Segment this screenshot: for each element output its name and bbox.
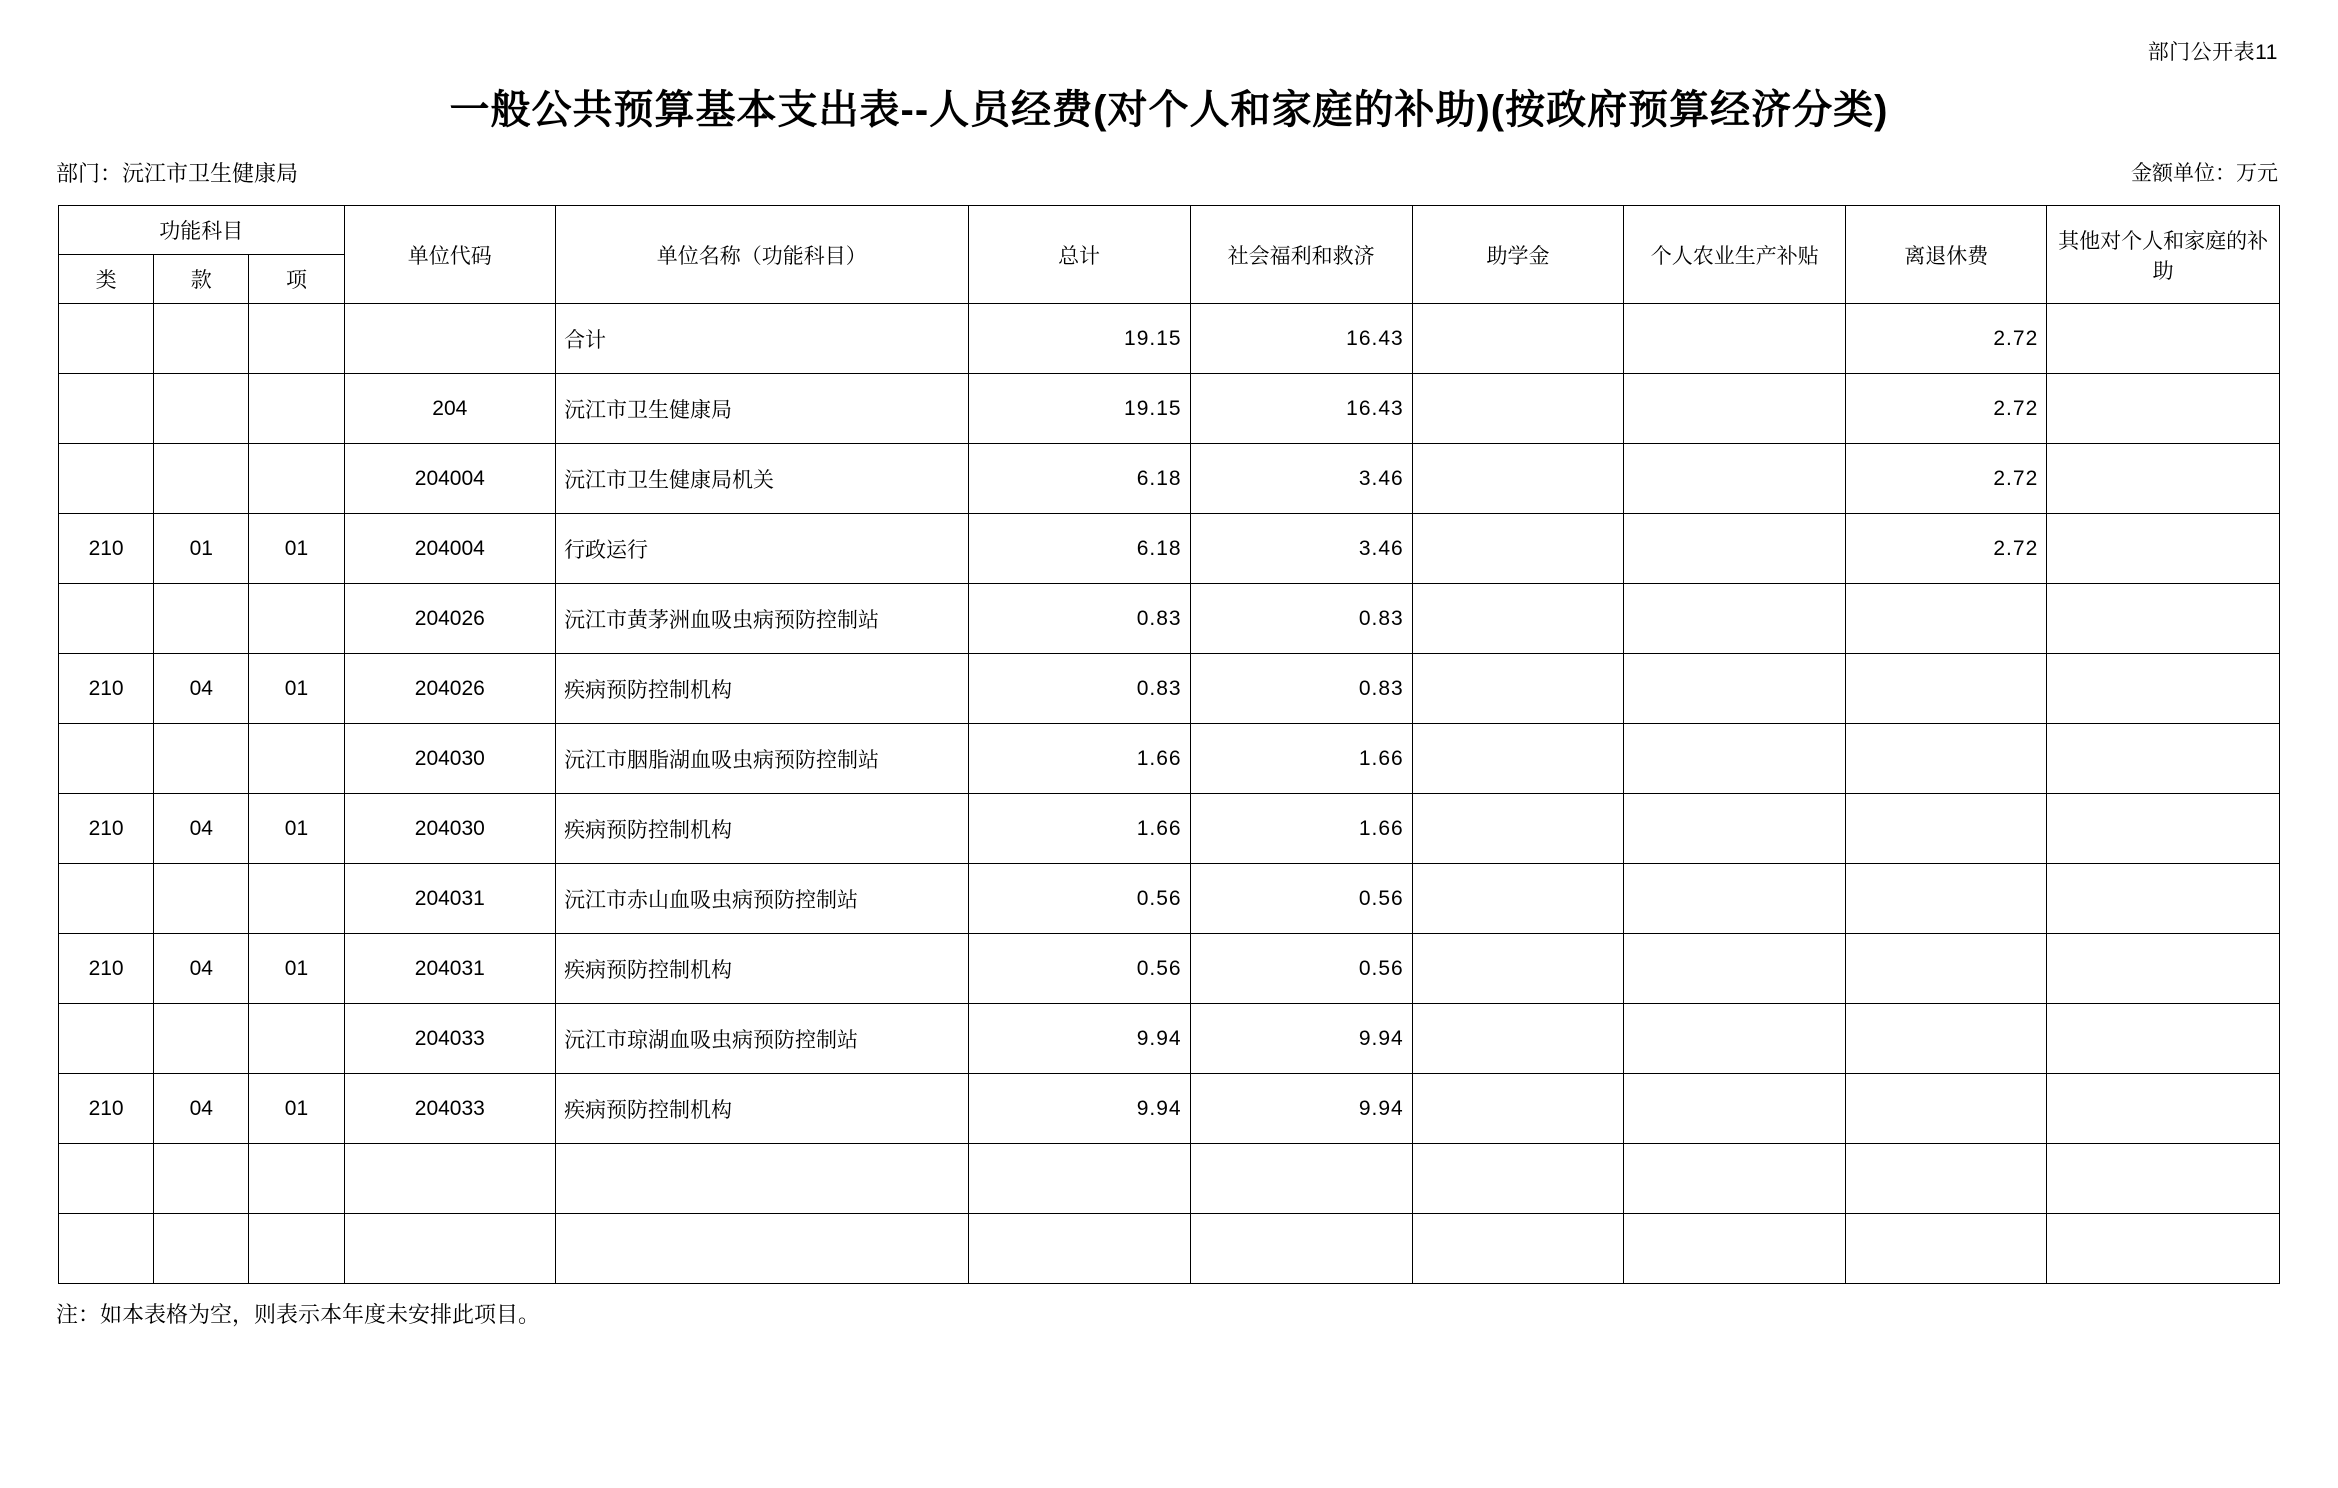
cell-unit-code: 204031 — [344, 864, 556, 934]
header-xiang: 项 — [249, 255, 344, 304]
cell-retirement — [1846, 584, 2047, 654]
cell-kuan: 04 — [154, 654, 249, 724]
cell-grant — [1412, 304, 1624, 374]
cell-total: 0.56 — [968, 864, 1190, 934]
cell-kuan — [154, 1144, 249, 1214]
cell-lei: 210 — [59, 794, 154, 864]
cell-unit-name: 沅江市胭脂湖血吸虫病预防控制站 — [556, 724, 968, 794]
cell-other — [2047, 864, 2280, 934]
cell-unit-name — [556, 1144, 968, 1214]
cell-xiang: 01 — [249, 1074, 344, 1144]
cell-grant — [1412, 1004, 1624, 1074]
cell-grant — [1412, 654, 1624, 724]
department-label: 部门：沅江市卫生健康局 — [56, 161, 299, 186]
header-retirement: 离退休费 — [1846, 206, 2047, 304]
cell-unit-name — [556, 1214, 968, 1284]
cell-grant — [1412, 514, 1624, 584]
cell-welfare: 0.56 — [1190, 864, 1412, 934]
cell-xiang — [249, 724, 344, 794]
cell-welfare: 0.83 — [1190, 584, 1412, 654]
cell-retirement — [1846, 1214, 2047, 1284]
cell-lei — [59, 864, 154, 934]
cell-kuan — [154, 374, 249, 444]
cell-lei — [59, 1214, 154, 1284]
cell-grant — [1412, 1214, 1624, 1284]
amount-unit-label: 金额单位：万元 — [2131, 162, 2278, 185]
cell-farm-subsidy — [1624, 1144, 1846, 1214]
cell-farm-subsidy — [1624, 724, 1846, 794]
subheader — [0, 157, 2338, 187]
table-header — [59, 206, 2280, 304]
page-title: 一般公共预算基本支出表--人员经费(对个人和家庭的补助)(按政府预算经济分类) — [449, 88, 1889, 132]
cell-retirement — [1846, 724, 2047, 794]
cell-unit-name: 沅江市黄茅洲血吸虫病预防控制站 — [556, 584, 968, 654]
cell-lei — [59, 1144, 154, 1214]
cell-other — [2047, 1004, 2280, 1074]
cell-xiang — [249, 374, 344, 444]
cell-other — [2047, 584, 2280, 654]
cell-kuan — [154, 1214, 249, 1284]
budget-table — [58, 205, 2280, 1284]
table-row — [59, 1214, 2280, 1284]
cell-retirement — [1846, 654, 2047, 724]
cell-lei: 210 — [59, 1074, 154, 1144]
cell-welfare: 3.46 — [1190, 514, 1412, 584]
table-row — [59, 724, 2280, 794]
cell-retirement — [1846, 934, 2047, 1004]
cell-unit-code: 204030 — [344, 794, 556, 864]
cell-farm-subsidy — [1624, 934, 1846, 1004]
table-row — [59, 864, 2280, 934]
cell-total: 0.56 — [968, 934, 1190, 1004]
cell-unit-name: 沅江市卫生健康局 — [556, 374, 968, 444]
cell-other — [2047, 1074, 2280, 1144]
cell-other — [2047, 514, 2280, 584]
header-welfare: 社会福利和救济 — [1190, 206, 1412, 304]
cell-xiang: 01 — [249, 934, 344, 1004]
cell-other — [2047, 1144, 2280, 1214]
cell-kuan — [154, 304, 249, 374]
cell-retirement — [1846, 794, 2047, 864]
cell-other — [2047, 1214, 2280, 1284]
cell-kuan: 04 — [154, 794, 249, 864]
cell-lei — [59, 444, 154, 514]
table-note: 注：如本表格为空，则表示本年度未安排此项目。 — [56, 1302, 541, 1327]
cell-total: 0.83 — [968, 654, 1190, 724]
table-row — [59, 654, 2280, 724]
cell-welfare: 9.94 — [1190, 1004, 1412, 1074]
cell-unit-code — [344, 304, 556, 374]
cell-lei: 210 — [59, 654, 154, 724]
document-code: 部门公开表11 — [2147, 41, 2278, 64]
cell-unit-name: 行政运行 — [556, 514, 968, 584]
table-row — [59, 1004, 2280, 1074]
cell-farm-subsidy — [1624, 304, 1846, 374]
cell-total: 0.83 — [968, 584, 1190, 654]
table-row — [59, 374, 2280, 444]
cell-retirement: 2.72 — [1846, 444, 2047, 514]
cell-welfare: 0.56 — [1190, 934, 1412, 1004]
header-total: 总计 — [968, 206, 1190, 304]
cell-unit-code: 204004 — [344, 514, 556, 584]
cell-farm-subsidy — [1624, 654, 1846, 724]
cell-other — [2047, 444, 2280, 514]
cell-farm-subsidy — [1624, 1214, 1846, 1284]
header-unit-name: 单位名称（功能科目） — [556, 206, 968, 304]
cell-total: 6.18 — [968, 444, 1190, 514]
cell-grant — [1412, 794, 1624, 864]
cell-retirement: 2.72 — [1846, 304, 2047, 374]
cell-farm-subsidy — [1624, 864, 1846, 934]
cell-kuan — [154, 444, 249, 514]
cell-xiang — [249, 304, 344, 374]
table-row — [59, 1144, 2280, 1214]
cell-retirement — [1846, 1144, 2047, 1214]
cell-total: 1.66 — [968, 794, 1190, 864]
cell-other — [2047, 794, 2280, 864]
header-grant: 助学金 — [1412, 206, 1624, 304]
cell-unit-code — [344, 1144, 556, 1214]
cell-kuan: 01 — [154, 514, 249, 584]
cell-unit-code: 204033 — [344, 1004, 556, 1074]
cell-total — [968, 1214, 1190, 1284]
cell-unit-name: 沅江市琼湖血吸虫病预防控制站 — [556, 1004, 968, 1074]
cell-unit-name: 沅江市赤山血吸虫病预防控制站 — [556, 864, 968, 934]
cell-xiang — [249, 444, 344, 514]
table-row — [59, 444, 2280, 514]
cell-welfare: 1.66 — [1190, 794, 1412, 864]
table-row — [59, 584, 2280, 654]
cell-lei — [59, 374, 154, 444]
cell-kuan — [154, 584, 249, 654]
table-row — [59, 1074, 2280, 1144]
cell-farm-subsidy — [1624, 1004, 1846, 1074]
cell-unit-code: 204004 — [344, 444, 556, 514]
cell-other — [2047, 304, 2280, 374]
cell-lei: 210 — [59, 934, 154, 1004]
cell-farm-subsidy — [1624, 374, 1846, 444]
cell-welfare: 16.43 — [1190, 304, 1412, 374]
cell-retirement: 2.72 — [1846, 374, 2047, 444]
cell-retirement — [1846, 1004, 2047, 1074]
cell-grant — [1412, 584, 1624, 654]
cell-farm-subsidy — [1624, 794, 1846, 864]
header-lei: 类 — [59, 255, 154, 304]
cell-xiang — [249, 864, 344, 934]
cell-grant — [1412, 374, 1624, 444]
cell-unit-name: 疾病预防控制机构 — [556, 794, 968, 864]
cell-total: 1.66 — [968, 724, 1190, 794]
cell-unit-code: 204031 — [344, 934, 556, 1004]
header-other: 其他对个人和家庭的补助 — [2047, 206, 2280, 304]
cell-total: 19.15 — [968, 304, 1190, 374]
cell-other — [2047, 934, 2280, 1004]
cell-kuan: 04 — [154, 1074, 249, 1144]
cell-lei — [59, 1004, 154, 1074]
cell-welfare: 0.83 — [1190, 654, 1412, 724]
header-farm-subsidy: 个人农业生产补贴 — [1624, 206, 1846, 304]
cell-welfare: 16.43 — [1190, 374, 1412, 444]
cell-grant — [1412, 1144, 1624, 1214]
cell-total: 9.94 — [968, 1074, 1190, 1144]
table-row — [59, 794, 2280, 864]
cell-welfare: 3.46 — [1190, 444, 1412, 514]
cell-lei: 210 — [59, 514, 154, 584]
cell-xiang: 01 — [249, 654, 344, 724]
cell-unit-name: 疾病预防控制机构 — [556, 654, 968, 724]
header-function-group: 功能科目 — [59, 206, 345, 255]
cell-unit-name: 疾病预防控制机构 — [556, 934, 968, 1004]
cell-unit-name: 合计 — [556, 304, 968, 374]
cell-retirement — [1846, 864, 2047, 934]
cell-other — [2047, 654, 2280, 724]
cell-unit-code: 204 — [344, 374, 556, 444]
cell-unit-name: 沅江市卫生健康局机关 — [556, 444, 968, 514]
cell-kuan — [154, 1004, 249, 1074]
cell-xiang — [249, 1144, 344, 1214]
cell-grant — [1412, 444, 1624, 514]
cell-welfare: 1.66 — [1190, 724, 1412, 794]
table-row — [59, 934, 2280, 1004]
cell-grant — [1412, 724, 1624, 794]
cell-welfare: 9.94 — [1190, 1074, 1412, 1144]
cell-farm-subsidy — [1624, 444, 1846, 514]
cell-welfare — [1190, 1214, 1412, 1284]
cell-xiang — [249, 584, 344, 654]
cell-unit-code: 204033 — [344, 1074, 556, 1144]
cell-lei — [59, 584, 154, 654]
cell-kuan — [154, 724, 249, 794]
cell-kuan: 04 — [154, 934, 249, 1004]
cell-unit-code — [344, 1214, 556, 1284]
table-body — [59, 304, 2280, 1284]
cell-other — [2047, 724, 2280, 794]
cell-xiang — [249, 1004, 344, 1074]
cell-total: 6.18 — [968, 514, 1190, 584]
cell-farm-subsidy — [1624, 1074, 1846, 1144]
cell-farm-subsidy — [1624, 584, 1846, 654]
cell-other — [2047, 374, 2280, 444]
cell-grant — [1412, 934, 1624, 1004]
cell-welfare — [1190, 1144, 1412, 1214]
cell-retirement — [1846, 1074, 2047, 1144]
cell-kuan — [154, 864, 249, 934]
cell-grant — [1412, 864, 1624, 934]
cell-unit-code: 204026 — [344, 654, 556, 724]
cell-farm-subsidy — [1624, 514, 1846, 584]
cell-xiang — [249, 1214, 344, 1284]
cell-xiang: 01 — [249, 514, 344, 584]
cell-total — [968, 1144, 1190, 1214]
cell-unit-name: 疾病预防控制机构 — [556, 1074, 968, 1144]
header-unit-code: 单位代码 — [344, 206, 556, 304]
cell-unit-code: 204030 — [344, 724, 556, 794]
cell-total: 19.15 — [968, 374, 1190, 444]
cell-unit-code: 204026 — [344, 584, 556, 654]
cell-grant — [1412, 1074, 1624, 1144]
cell-lei — [59, 304, 154, 374]
cell-total: 9.94 — [968, 1004, 1190, 1074]
cell-retirement: 2.72 — [1846, 514, 2047, 584]
cell-lei — [59, 724, 154, 794]
table-row — [59, 304, 2280, 374]
table-row — [59, 514, 2280, 584]
cell-xiang: 01 — [249, 794, 344, 864]
header-kuan: 款 — [154, 255, 249, 304]
